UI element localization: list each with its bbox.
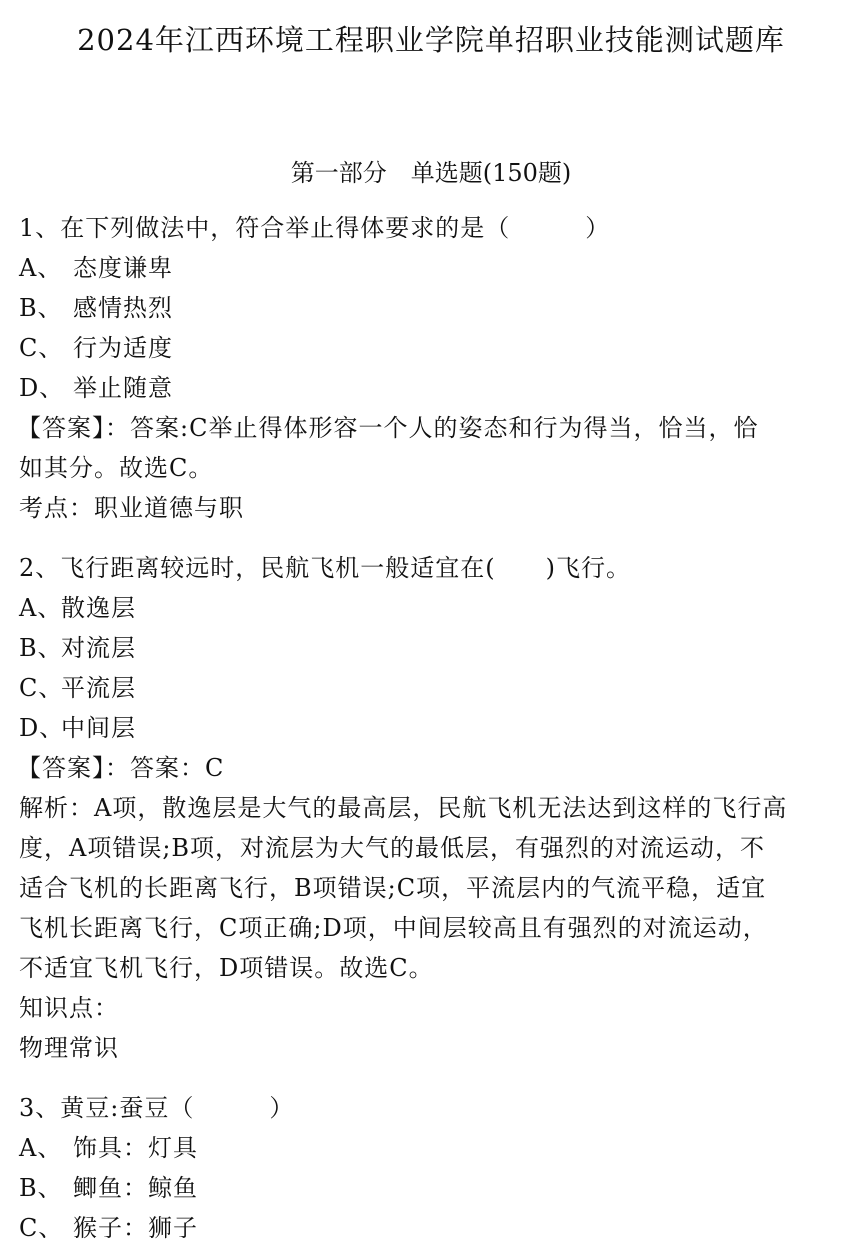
option-text: 对流层: [61, 634, 136, 662]
question-2-stem: 2、飞行距离较远时，民航飞机一般适宜在( )飞行。: [19, 554, 631, 582]
question-2-analysis-line-3: 适合飞机的长距离飞行，B项错误;C项，平流层内的气流平稳，适宜: [19, 874, 767, 902]
option-text: 行为适度: [73, 334, 173, 362]
option-letter: B、: [19, 1174, 63, 1202]
option-text: 感情热烈: [73, 294, 173, 322]
option-letter: C、: [19, 334, 64, 362]
document-title: 2024年江西环境工程职业学院单招职业技能测试题库: [77, 23, 785, 57]
question-3-option-a: [19, 1128, 198, 1168]
question-1-answer-line-2: 如其分。故选C。: [19, 454, 214, 482]
question-2-option-a: [19, 588, 136, 628]
option-text: 举止随意: [73, 374, 173, 402]
question-2-knowledge-value: 物理常识: [19, 1034, 119, 1062]
section-title: 第一部分 单选题(150题): [290, 159, 572, 187]
option-text: 饰具：灯具: [73, 1134, 198, 1162]
option-letter: D、: [19, 714, 65, 742]
option-text: 猴子：狮子: [73, 1214, 198, 1242]
question-1-knowledge-point: 考点：职业道德与职: [19, 494, 244, 522]
question-2-option-d: [19, 708, 136, 748]
option-text: 散逸层: [61, 594, 136, 622]
question-2-answer-line-1: 【答案】：答案：C: [17, 754, 225, 782]
question-1-answer-line-1: 【答案】：答案:C举止得体形容一个人的姿态和行为得当，恰当，恰: [17, 414, 759, 442]
option-letter: C、: [19, 674, 64, 702]
question-1-option-d: [19, 368, 173, 408]
question-3-option-c: [19, 1208, 198, 1248]
option-letter: D、: [19, 374, 65, 402]
question-1-option-a: [19, 248, 173, 288]
question-2-analysis-line-2: 度，A项错误;B项，对流层为大气的最低层，有强烈的对流运动，不: [19, 834, 766, 862]
option-letter: B、: [19, 634, 63, 662]
question-3-stem: 3、黄豆:蚕豆（ ）: [19, 1094, 295, 1122]
question-1-option-c: [19, 328, 173, 368]
question-3-option-b: [19, 1168, 198, 1208]
question-2-knowledge-label: 知识点：: [19, 994, 119, 1022]
question-2-analysis-line-1: 解析：A项，散逸层是大气的最高层，民航飞机无法达到这样的飞行高: [19, 794, 788, 822]
question-2-option-b: [19, 628, 136, 668]
question-1-option-b: [19, 288, 173, 328]
option-text: 态度谦卑: [73, 254, 173, 282]
option-letter: C、: [19, 1214, 64, 1242]
option-letter: A、: [19, 254, 63, 282]
question-2-analysis-line-5: 不适宜飞机飞行，D项错误。故选C。: [19, 954, 434, 982]
question-1-stem: 1、在下列做法中，符合举止得体要求的是（ ）: [19, 214, 611, 242]
option-letter: B、: [19, 294, 63, 322]
option-letter: A、: [19, 1134, 63, 1162]
option-text: 鲫鱼：鲸鱼: [73, 1174, 198, 1202]
option-text: 平流层: [61, 674, 136, 702]
question-2-option-c: [19, 668, 136, 708]
question-2-analysis-line-4: 飞机长距离飞行，C项正确;D项，中间层较高且有强烈的对流运动，: [19, 914, 768, 942]
option-text: 中间层: [61, 714, 136, 742]
option-letter: A、: [19, 594, 63, 622]
